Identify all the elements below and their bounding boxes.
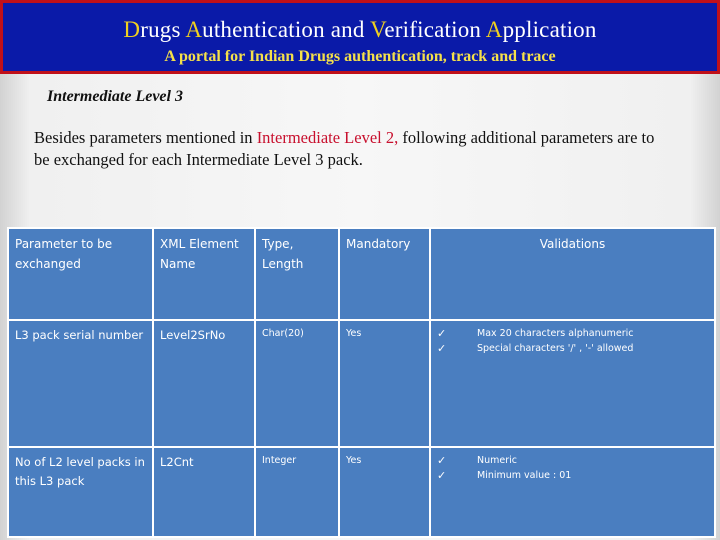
validation-text: Minimum value : 01 — [477, 469, 572, 481]
validation-item — [437, 453, 708, 468]
checkmark-icon: ✓ — [437, 468, 447, 482]
parameters-table — [7, 227, 716, 538]
validation-item — [437, 326, 708, 341]
title-word: pplication — [502, 17, 597, 42]
checkmark-icon: ✓ — [437, 342, 447, 356]
cell-element: Level2SrNo — [153, 320, 255, 446]
cell-mandatory: Yes — [339, 320, 430, 446]
col-header-validations: Validations — [430, 228, 715, 320]
validation-list — [437, 326, 708, 356]
app-title — [3, 17, 717, 43]
intro-text: following additional parameters are to be exchanged for each Intermediate Level 3 pack. — [34, 128, 655, 169]
checkmark-icon: ✓ — [437, 453, 447, 467]
col-header-parameter: Parameter to be exchanged — [8, 228, 153, 320]
title-word: rugs — [140, 17, 186, 42]
validation-item — [437, 468, 708, 483]
cell-validations — [430, 447, 715, 537]
validation-text: Max 20 characters alphanumeric — [477, 328, 634, 340]
title-initial: V — [370, 17, 385, 42]
title-word: erification — [384, 17, 486, 42]
validation-item — [437, 341, 708, 356]
validation-text: Special characters '/' , '-' allowed — [477, 343, 634, 355]
table-header-row — [8, 228, 715, 320]
table-row — [8, 320, 715, 446]
validation-list — [437, 453, 708, 483]
checkmark-icon: ✓ — [437, 327, 447, 341]
app-subtitle: A portal for Indian Drugs authentication, track and trace — [164, 48, 556, 65]
intro-reference: Intermediate Level 2, — [256, 128, 399, 147]
cell-type: Char(20) — [255, 320, 339, 446]
validation-text: Numeric — [477, 454, 517, 466]
title-word: uthentication and — [202, 17, 371, 42]
cell-parameter: No of L2 level packs in this L3 pack — [8, 447, 153, 537]
title-initial: A — [485, 17, 503, 42]
table-row — [8, 447, 715, 537]
cell-parameter: L3 pack serial number — [8, 320, 153, 446]
cell-element: L2Cnt — [153, 447, 255, 537]
col-header-type-length: Type, Length — [255, 228, 339, 320]
title-initial: D — [123, 17, 141, 42]
intro-text: Besides parameters mentioned in — [34, 128, 257, 147]
cell-type: Integer — [255, 447, 339, 537]
cell-mandatory: Yes — [339, 447, 430, 537]
header-banner — [0, 0, 720, 74]
intro-paragraph — [34, 127, 674, 171]
section-heading: Intermediate Level 3 — [47, 88, 183, 105]
col-header-xml-element: XML Element Name — [153, 228, 255, 320]
title-initial: A — [185, 17, 203, 42]
col-header-mandatory: Mandatory — [339, 228, 430, 320]
cell-validations — [430, 320, 715, 446]
